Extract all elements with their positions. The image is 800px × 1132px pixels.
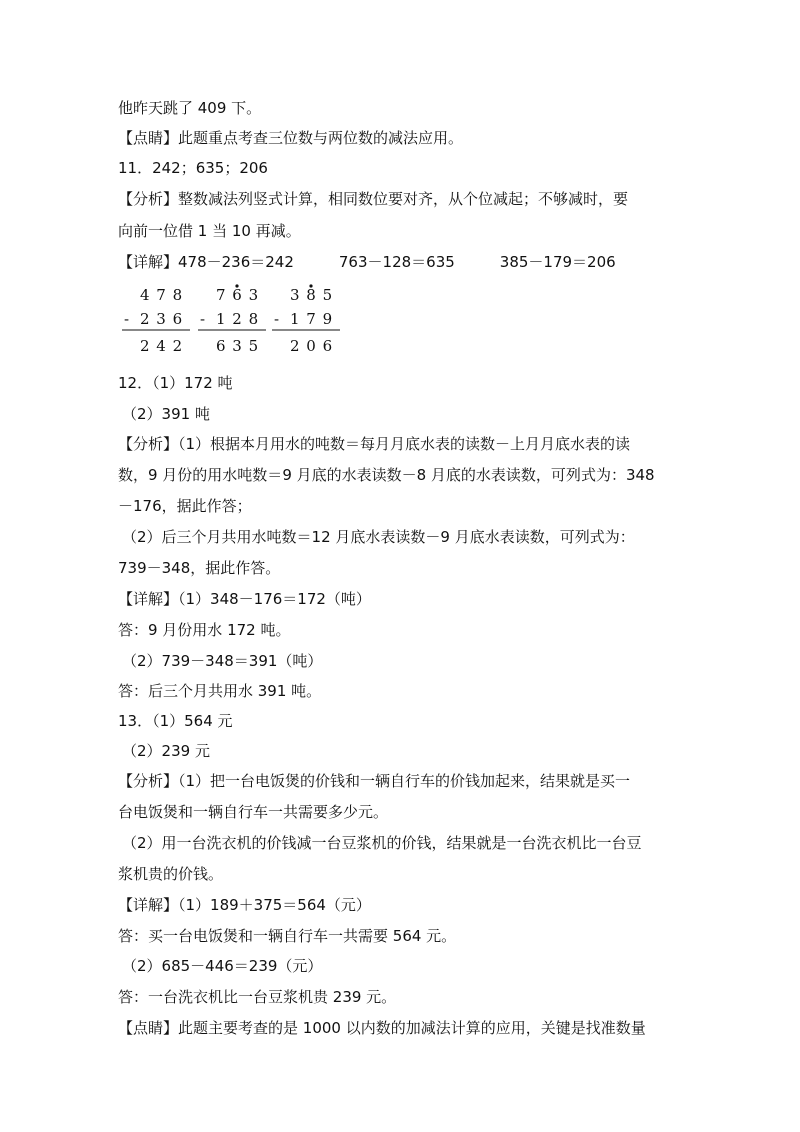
vertical-calc-2 <box>198 284 266 355</box>
text-line: 他昨天跳了 409 下。 <box>118 99 262 117</box>
text-line: 【详解】（1）189＋375＝564（元） <box>118 896 371 914</box>
text-line: 浆机贵的价钱。 <box>118 865 224 883</box>
text-line: 答：一台洗衣机比一台豆浆机贵 239 元。 <box>118 988 397 1006</box>
calc-result: 6 3 5 <box>216 337 260 355</box>
text-line: 答：买一台电饭煲和一辆自行车一共需要 564 元。 <box>118 927 457 945</box>
vertical-calc-1 <box>122 286 190 355</box>
text-line: （2）685－446＝239（元） <box>122 957 323 975</box>
vertical-calc-3 <box>272 284 340 355</box>
text-line: 【点睛】此题重点考查三位数与两位数的减法应用。 <box>118 129 464 147</box>
calc-subtrahend: 1 7 9 <box>290 310 334 328</box>
text-line: 【详解】（1）348－176＝172（吨） <box>118 590 371 608</box>
calc-minus-sign: - <box>274 310 281 328</box>
calc-result: 2 0 6 <box>290 337 334 355</box>
calc-top-number: 4 7 8 <box>140 286 184 304</box>
text-line: 向前一位借 1 当 10 再减。 <box>118 222 301 240</box>
text-line: （2）后三个月共用水吨数＝12 月底水表读数－9 月底水表读数，可列式为： <box>122 528 635 546</box>
vertical-calculations <box>118 283 358 358</box>
question-11-answer: 11．242；635；206 <box>118 159 268 177</box>
calc-subtrahend: 1 2 8 <box>216 310 260 328</box>
text-line: （2）391 吨 <box>122 405 210 423</box>
calc-top-number: 7 6 3 <box>216 286 260 304</box>
text-line: 【点睛】此题主要考查的是 1000 以内数的加减法计算的应用，关键是找准数量 <box>118 1019 646 1037</box>
text-line: 答：9 月份用水 172 吨。 <box>118 621 291 639</box>
calc-minus-sign: - <box>200 310 207 328</box>
calc-subtrahend: 2 3 6 <box>140 310 184 328</box>
text-line: （2）739－348＝391（吨） <box>122 652 323 670</box>
calc-minus-sign: - <box>124 310 131 328</box>
text-line: 台电饭煲和一辆自行车一共需要多少元。 <box>118 803 389 821</box>
text-line: 739－348，据此作答。 <box>118 559 281 577</box>
text-line: 【分析】（1）把一台电饭煲的价钱和一辆自行车的价钱加起来，结果就是买一 <box>118 772 631 790</box>
text-line: 【详解】478－236＝242 763－128＝635 385－179＝206 <box>118 253 616 271</box>
text-line: 【分析】整数减法列竖式计算，相同数位要对齐，从个位减起；不够减时，要 <box>118 190 629 208</box>
question-13-answer: 13．（1）564 元 <box>118 712 233 730</box>
text-line: （2）用一台洗衣机的价钱减一台豆浆机的价钱，结果就是一台洗衣机比一台豆 <box>122 834 642 852</box>
text-line: 答：后三个月共用水 391 吨。 <box>118 682 322 700</box>
text-line: 数，9 月份的用水吨数＝9 月底的水表读数－8 月底的水表读数，可列式为：348 <box>118 466 655 484</box>
text-line: －176，据此作答； <box>118 497 252 515</box>
question-12-answer: 12．（1）172 吨 <box>118 374 233 392</box>
text-line: （2）239 元 <box>122 742 210 760</box>
text-line: 【分析】（1）根据本月用水的吨数＝每月月底水表的读数－上月月底水表的读 <box>118 435 631 453</box>
calc-top-number: 3 8 5 <box>290 286 334 304</box>
calc-result: 2 4 2 <box>140 337 184 355</box>
